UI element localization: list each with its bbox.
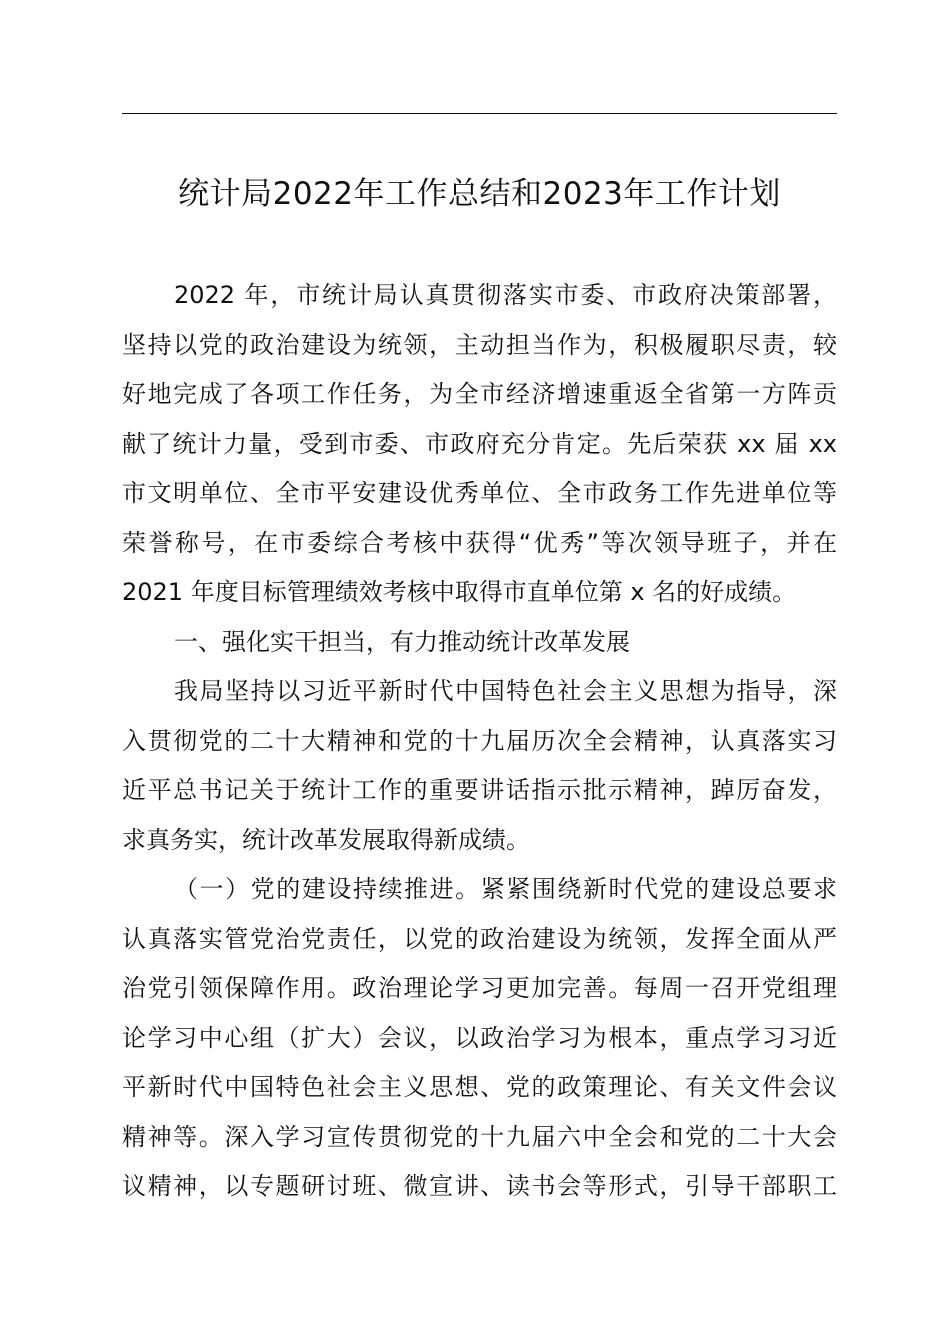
paragraph-line: 议精神，以专题研讨班、微宣讲、读书会等形式，引导干部职工: [122, 1172, 837, 1200]
paragraph-line: 求真务实，统计改革发展取得新成绩。: [122, 825, 530, 854]
header-rule: [122, 113, 837, 114]
paragraph-line: 2022 年，市统计局认真贯彻落实市委、市政府决策部署，: [174, 281, 837, 309]
paragraph-line: 我局坚持以习近平新时代中国特色社会主义思想为指导，深: [174, 677, 837, 705]
paragraph-line: 治党引领保障作用。政治理论学习更加完善。每周一召开党组理: [122, 974, 837, 1002]
paragraph-line: 入贯彻党的二十大精神和党的十九届历次全会精神，认真落实习: [122, 726, 837, 755]
section-heading: 一、强化实干担当，有力推动统计改革发展: [174, 627, 630, 656]
paragraph-line: 好地完成了各项工作任务，为全市经济增速重返全省第一方阵贡: [122, 380, 837, 408]
paragraph-line: 近平总书记关于统计工作的重要讲话指示批示精神，踔厉奋发，: [122, 776, 837, 804]
paragraph-line: 献了统计力量，受到市委、市政府充分肯定。先后荣获 xx 届 xx: [122, 429, 837, 458]
document-body: [122, 271, 837, 1212]
paragraph-line: 平新时代中国特色社会主义思想、党的政策理论、有关文件会议: [122, 1073, 837, 1101]
paragraph-line: 精神等。深入学习宣传贯彻党的十九届六中全会和党的二十大会: [122, 1122, 837, 1151]
paragraph-line: 市文明单位、全市平安建设优秀单位、全市政务工作先进单位等: [122, 479, 837, 507]
paragraph-line: （一）党的建设持续推进。紧紧围绕新时代党的建设总要求: [174, 875, 837, 903]
paragraph-line: 论学习中心组（扩大）会议，以政治学习为根本，重点学习习近: [122, 1023, 837, 1052]
paragraph-line: 2021 年度目标管理绩效考核中取得市直单位第 x 名的好成绩。: [122, 578, 797, 606]
paragraph-line: 认真落实管党治党责任，以党的政治建设为统领，发挥全面从严: [122, 924, 837, 953]
document-title: 统计局2022年工作总结和2023年工作计划: [178, 176, 781, 212]
paragraph-line: 坚持以党的政治建设为统领，主动担当作为，积极履职尽责，较: [122, 330, 837, 359]
paragraph-line: 荣誉称号，在市委综合考核中获得“优秀”等次领导班子，并在: [122, 528, 837, 557]
